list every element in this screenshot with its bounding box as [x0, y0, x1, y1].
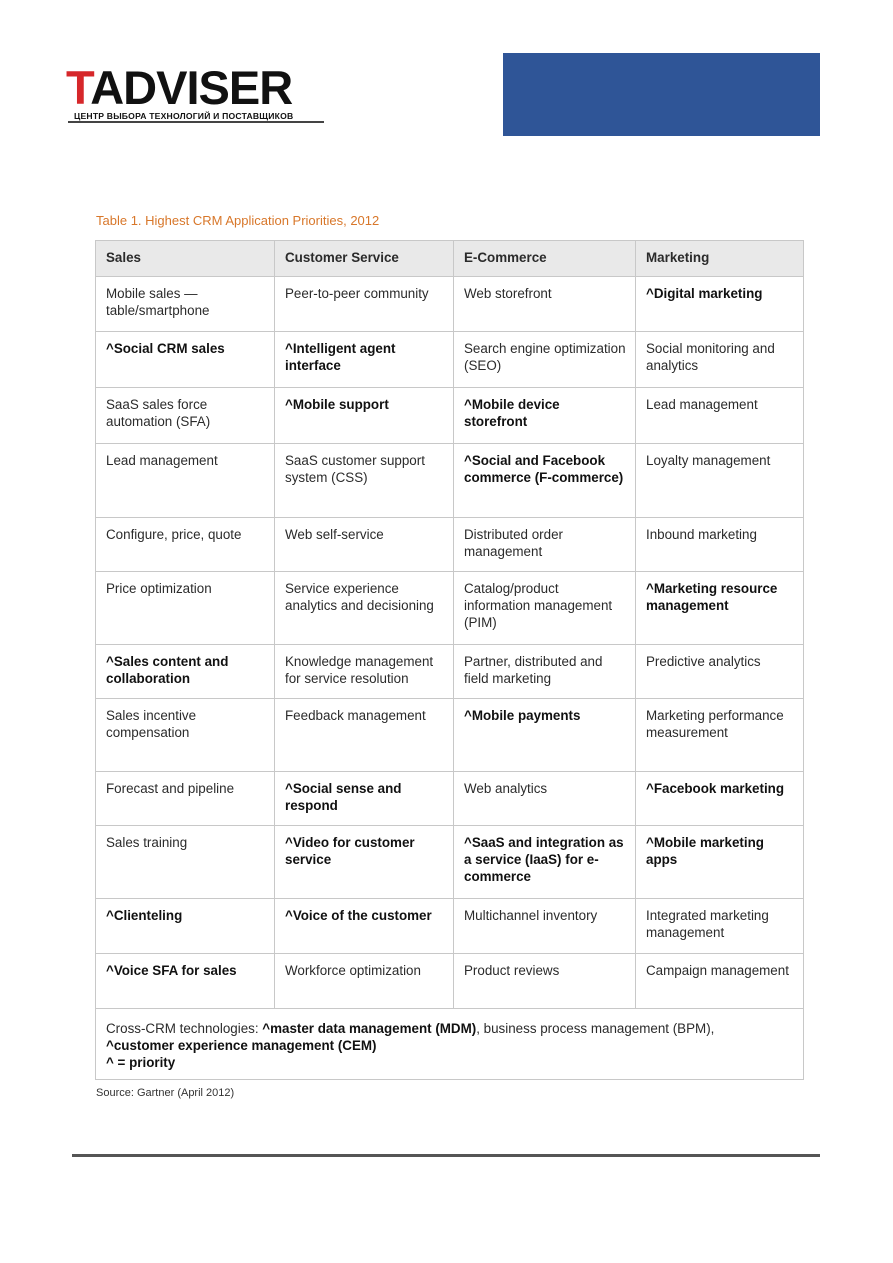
table-cell: ^Mobile device storefront [454, 388, 636, 444]
table-header-row [96, 241, 804, 277]
table-cell: Sales training [96, 826, 275, 899]
table-cell: Partner, distributed and field marketing [454, 645, 636, 699]
table-row [96, 388, 804, 444]
column-header-sales: Sales [96, 241, 275, 277]
logo-subtitle: ЦЕНТР ВЫБОРА ТЕХНОЛОГИЙ И ПОСТАВЩИКОВ [74, 111, 294, 121]
crm-priorities-table [95, 240, 804, 1080]
table-row [96, 572, 804, 645]
logo-letter-t: T [66, 61, 91, 114]
column-header-customer-service: Customer Service [275, 241, 454, 277]
table-cell: ^Facebook marketing [636, 772, 804, 826]
logo-letters: ADVISER [90, 61, 293, 114]
footer-mdm: ^master data management (MDM) [262, 1021, 477, 1036]
table-row [96, 332, 804, 388]
table-cell: Price optimization [96, 572, 275, 645]
table-cell: Workforce optimization [275, 954, 454, 1009]
table-cell: Multichannel inventory [454, 899, 636, 954]
table-cell: SaaS customer support system (CSS) [275, 444, 454, 518]
footer-prefix: Cross-CRM technologies: [106, 1021, 263, 1036]
table-cell: Catalog/product information management (PIM) [454, 572, 636, 645]
table-cell: Inbound marketing [636, 518, 804, 572]
table-cell: SaaS sales force automation (SFA) [96, 388, 275, 444]
table-cell: Predictive analytics [636, 645, 804, 699]
header-blue-box [503, 53, 820, 136]
table-row [96, 826, 804, 899]
table-row [96, 699, 804, 772]
table-cell: ^Marketing resource management [636, 572, 804, 645]
table-cell: Forecast and pipeline [96, 772, 275, 826]
table-cell: Search engine optimization (SEO) [454, 332, 636, 388]
table-cell: Service experience analytics and decisioning [275, 572, 454, 645]
table-cell: ^Digital marketing [636, 277, 804, 332]
table-row [96, 518, 804, 572]
table-cell: Mobile sales — table/smartphone [96, 277, 275, 332]
table-row [96, 772, 804, 826]
column-header-marketing: Marketing [636, 241, 804, 277]
table-cell: ^Intelligent agent interface [275, 332, 454, 388]
table-row [96, 645, 804, 699]
table-cell: Web analytics [454, 772, 636, 826]
cross-crm-note [96, 1009, 804, 1080]
table-cell: ^Video for customer service [275, 826, 454, 899]
table-cell: Campaign management [636, 954, 804, 1009]
table-cell: Social monitoring and analytics [636, 332, 804, 388]
table-cell: Knowledge management for service resolution [275, 645, 454, 699]
table-cell: Marketing performance measurement [636, 699, 804, 772]
table-cell: Web self-service [275, 518, 454, 572]
priority-legend: ^ = priority [106, 1055, 176, 1070]
tadviser-logo [66, 61, 324, 126]
table-cell: Web storefront [454, 277, 636, 332]
table-cell: ^Social CRM sales [96, 332, 275, 388]
table-row [96, 899, 804, 954]
table-caption: Table 1. Highest CRM Application Priorities, 2012 [96, 213, 380, 228]
table-cell: ^Social and Facebook commerce (F-commerce) [454, 444, 636, 518]
table-row [96, 954, 804, 1009]
table-cell: Configure, price, quote [96, 518, 275, 572]
table-footer-row [96, 1009, 804, 1080]
table-row [96, 277, 804, 332]
source-note: Source: Gartner (April 2012) [96, 1087, 235, 1099]
table-cell: ^SaaS and integration as a service (IaaS) for e-commerce [454, 826, 636, 899]
footer-cem: ^customer experience management (CEM) [106, 1038, 377, 1053]
logo-underline [68, 121, 324, 123]
footer-middle: , business process management (BPM), [476, 1021, 715, 1036]
table-cell: Peer-to-peer community [275, 277, 454, 332]
table-cell: Loyalty management [636, 444, 804, 518]
column-header-ecommerce: E-Commerce [454, 241, 636, 277]
table-cell: ^Mobile marketing apps [636, 826, 804, 899]
table-row [96, 444, 804, 518]
table-cell: ^Clienteling [96, 899, 275, 954]
table-cell: Distributed order management [454, 518, 636, 572]
logo-wordmark [66, 61, 293, 114]
table-cell: Product reviews [454, 954, 636, 1009]
table-cell: Integrated marketing management [636, 899, 804, 954]
table-cell: Feedback management [275, 699, 454, 772]
table-cell: ^Voice SFA for sales [96, 954, 275, 1009]
table-cell: ^Voice of the customer [275, 899, 454, 954]
table-cell: Lead management [636, 388, 804, 444]
table-cell: ^Sales content and collaboration [96, 645, 275, 699]
table-cell: Lead management [96, 444, 275, 518]
table-cell: ^Social sense and respond [275, 772, 454, 826]
bottom-divider [72, 1154, 820, 1157]
table-cell: ^Mobile support [275, 388, 454, 444]
table-cell: ^Mobile payments [454, 699, 636, 772]
table-cell: Sales incentive compensation [96, 699, 275, 772]
